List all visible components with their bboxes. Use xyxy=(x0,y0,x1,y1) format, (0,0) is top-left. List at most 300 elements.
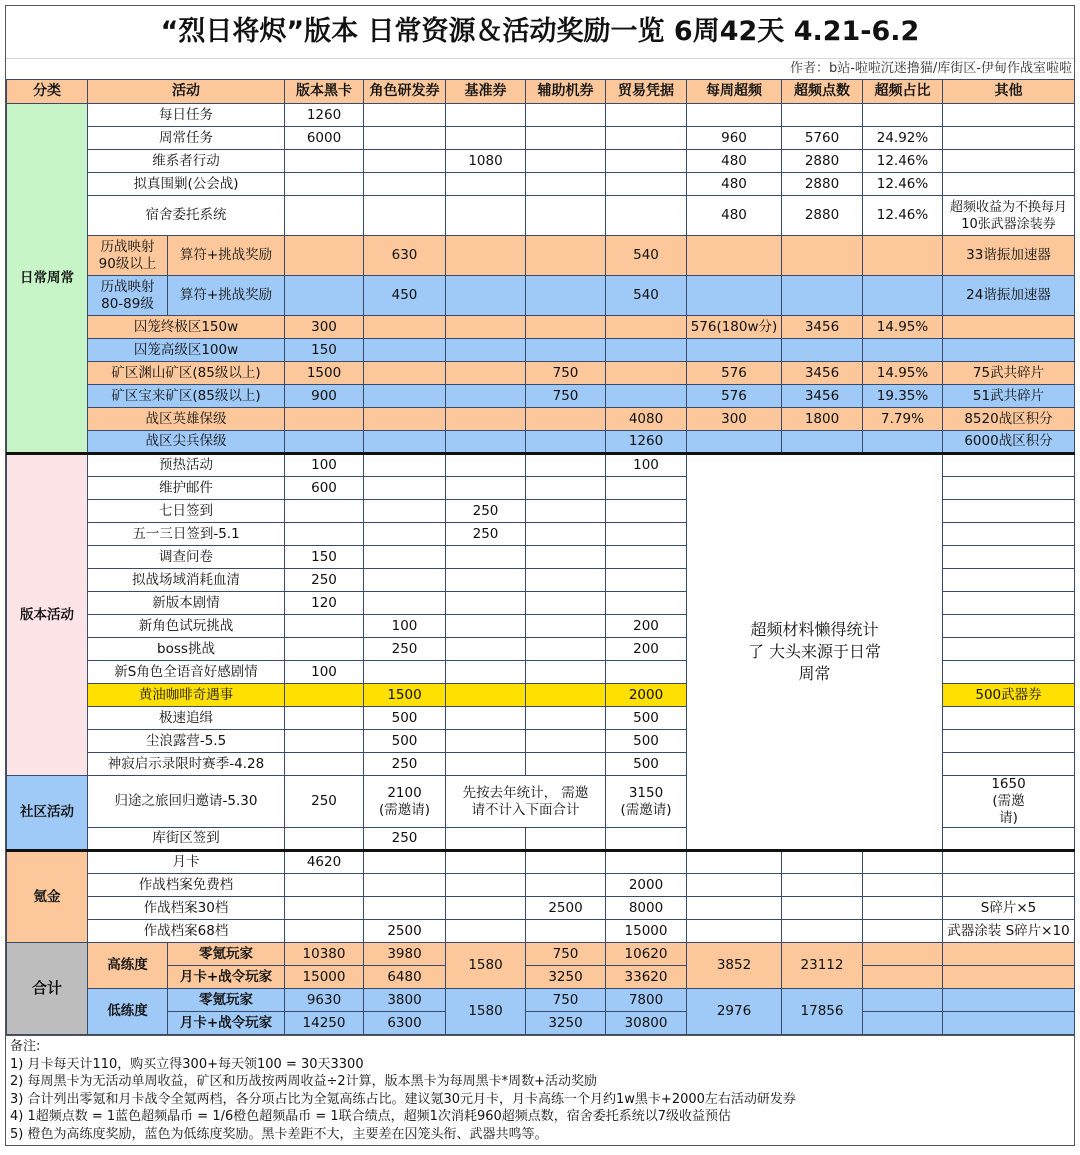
col-header-weekly-oc: 每周超频 xyxy=(687,80,782,104)
value-cell: 10620 xyxy=(606,943,687,966)
value-cell: 1580 xyxy=(446,989,526,1035)
value-cell xyxy=(285,173,364,196)
note-cell: 超频收益为不换每月10张武器涂装券 xyxy=(943,196,1075,236)
value-cell: 300 xyxy=(687,408,782,431)
value-cell: 540 xyxy=(606,236,687,276)
value-cell xyxy=(526,592,606,615)
merged-note-cell: 先按去年统计， 需邀请不计入下面合计 xyxy=(446,776,606,828)
value-cell xyxy=(285,276,364,316)
value-cell xyxy=(687,431,782,454)
value-cell: 4080 xyxy=(606,408,687,431)
value-cell xyxy=(285,730,364,753)
value-cell xyxy=(364,408,446,431)
value-cell: 150 xyxy=(285,546,364,569)
value-cell xyxy=(446,828,526,851)
activity-cell: 作战档案30档 xyxy=(88,897,285,920)
activity-cell: 新版本剧情 xyxy=(88,592,285,615)
value-cell xyxy=(285,196,364,236)
table-row xyxy=(7,874,1075,897)
value-cell xyxy=(285,874,364,897)
table-row xyxy=(7,276,1075,316)
col-header-trade: 贸易凭据 xyxy=(606,80,687,104)
value-cell xyxy=(606,851,687,874)
value-cell xyxy=(446,276,526,316)
value-cell: 5760 xyxy=(782,127,863,150)
value-cell: 12.46% xyxy=(863,173,943,196)
value-cell: 100 xyxy=(606,454,687,477)
empty-cell xyxy=(782,897,863,920)
value-cell xyxy=(606,523,687,546)
value-cell xyxy=(526,477,606,500)
value-cell xyxy=(863,339,943,362)
value-cell xyxy=(364,173,446,196)
value-cell xyxy=(606,150,687,173)
value-cell: 900 xyxy=(285,385,364,408)
activity-cell: 作战档案免费档 xyxy=(88,874,285,897)
value-cell: 2880 xyxy=(782,150,863,173)
notes-section xyxy=(6,1035,1074,1145)
value-cell xyxy=(687,276,782,316)
value-cell: 576 xyxy=(687,362,782,385)
empty-cell xyxy=(687,874,782,897)
value-cell: 1500 xyxy=(364,684,446,707)
value-cell xyxy=(526,500,606,523)
value-cell xyxy=(606,339,687,362)
table-row xyxy=(7,408,1075,431)
value-cell: 600 xyxy=(285,477,364,500)
value-cell: 500武器券 xyxy=(943,684,1075,707)
value-cell: 8520战区积分 xyxy=(943,408,1075,431)
value-cell: 150 xyxy=(285,339,364,362)
col-header-category: 分类 xyxy=(7,80,88,104)
value-cell xyxy=(364,874,446,897)
value-cell xyxy=(943,730,1075,753)
value-cell: 4620 xyxy=(285,851,364,874)
table-row xyxy=(7,897,1075,920)
col-header-base-ticket: 基准券 xyxy=(446,80,526,104)
activity-cell: 矿区渊山矿区(85级以上) xyxy=(88,362,285,385)
value-cell: 1580 xyxy=(446,943,526,989)
value-cell xyxy=(606,196,687,236)
value-cell xyxy=(446,362,526,385)
value-cell xyxy=(446,236,526,276)
activity-cell: 尘浪露营-5.5 xyxy=(88,730,285,753)
value-cell xyxy=(364,196,446,236)
value-cell xyxy=(364,316,446,339)
note-item: 3) 合计列出零氪和月卡战令全氪两档，各分项占比为全氪高练占比。建议氪30元月卡，月卡高练一个月约1w黑卡+2000左右活动研发券 xyxy=(10,1091,796,1107)
value-cell xyxy=(364,851,446,874)
value-cell: 75武共碎片 xyxy=(943,362,1075,385)
value-cell: 750 xyxy=(526,385,606,408)
value-cell: 12.46% xyxy=(863,150,943,173)
value-cell xyxy=(446,661,526,684)
empty-cell xyxy=(943,989,1075,1012)
category-pay: 氪金 xyxy=(7,851,88,943)
value-cell xyxy=(285,828,364,851)
value-cell xyxy=(446,196,526,236)
value-cell xyxy=(526,236,606,276)
value-cell xyxy=(863,104,943,127)
header-row xyxy=(7,80,1075,104)
value-cell: 14.95% xyxy=(863,316,943,339)
value-cell: 1260 xyxy=(285,104,364,127)
col-header-black-card: 版本黑卡 xyxy=(285,80,364,104)
resource-table xyxy=(6,79,1075,1035)
value-cell: 300 xyxy=(285,316,364,339)
value-cell: 2000 xyxy=(606,684,687,707)
value-cell: 3456 xyxy=(782,385,863,408)
value-cell: 武器涂装 S碎片×10 xyxy=(943,920,1075,943)
value-cell: 15000 xyxy=(606,920,687,943)
value-cell xyxy=(606,173,687,196)
value-cell: 450 xyxy=(364,276,446,316)
value-cell xyxy=(526,339,606,362)
total-player-label: 零氪玩家 xyxy=(168,943,285,966)
value-cell xyxy=(364,150,446,173)
value-cell: 3980 xyxy=(364,943,446,966)
activity-cell: 极速追缉 xyxy=(88,707,285,730)
activity-cell: 作战档案68档 xyxy=(88,920,285,943)
value-cell xyxy=(526,431,606,454)
value-cell xyxy=(526,828,606,851)
value-cell xyxy=(364,385,446,408)
value-cell: 500 xyxy=(606,753,687,776)
value-cell: 1260 xyxy=(606,431,687,454)
value-cell xyxy=(606,500,687,523)
activity-cell: 周常任务 xyxy=(88,127,285,150)
total-player-label: 月卡+战令玩家 xyxy=(168,966,285,989)
value-cell xyxy=(606,316,687,339)
value-cell xyxy=(863,431,943,454)
activity-cell: 战区英雄保级 xyxy=(88,408,285,431)
table-row xyxy=(7,127,1075,150)
table-row xyxy=(7,431,1075,454)
table-row xyxy=(7,454,1075,477)
page-title: “烈日将烬”版本 日常资源＆活动奖励一览 6周42天 4.21-6.2 xyxy=(6,6,1074,59)
value-cell xyxy=(606,477,687,500)
value-cell: 250 xyxy=(364,753,446,776)
category-total: 合计 xyxy=(7,943,88,1035)
value-cell xyxy=(943,753,1075,776)
empty-cell xyxy=(782,920,863,943)
value-cell: 14250 xyxy=(285,1012,364,1035)
value-cell xyxy=(943,615,1075,638)
value-cell: 500 xyxy=(364,707,446,730)
empty-cell xyxy=(863,1012,943,1035)
note-item: 4) 1超频点数 = 1蓝色超频晶币 = 1/6橙色超频晶币 = 1联合绩点，超频1次消耗960超频点数，宿舍委托系统以7级收益预估 xyxy=(10,1109,732,1124)
value-cell xyxy=(285,408,364,431)
value-cell xyxy=(943,523,1075,546)
value-cell xyxy=(285,753,364,776)
activity-cell: 矿区宝来矿区(85级以上) xyxy=(88,385,285,408)
value-cell: 3150 (需邀请) xyxy=(606,776,687,828)
value-cell xyxy=(943,173,1075,196)
value-cell xyxy=(446,753,526,776)
value-cell: 750 xyxy=(526,989,606,1012)
col-header-oc-ratio: 超频占比 xyxy=(863,80,943,104)
value-cell: 750 xyxy=(526,943,606,966)
empty-cell xyxy=(863,851,943,874)
table-row xyxy=(7,173,1075,196)
value-cell xyxy=(943,454,1075,477)
value-cell xyxy=(526,546,606,569)
empty-cell xyxy=(687,897,782,920)
value-cell xyxy=(446,431,526,454)
value-cell xyxy=(446,385,526,408)
value-cell: 200 xyxy=(606,638,687,661)
value-cell xyxy=(526,851,606,874)
value-cell xyxy=(364,362,446,385)
value-cell xyxy=(687,104,782,127)
empty-cell xyxy=(863,874,943,897)
value-cell xyxy=(526,661,606,684)
value-cell xyxy=(285,431,364,454)
value-cell: 500 xyxy=(364,730,446,753)
value-cell xyxy=(285,500,364,523)
value-cell xyxy=(782,276,863,316)
oc-note-merged: 超频材料懒得统计了 大头来源于日常周常 xyxy=(687,454,943,851)
value-cell xyxy=(606,104,687,127)
value-cell: 1800 xyxy=(782,408,863,431)
value-cell xyxy=(446,707,526,730)
value-cell: 480 xyxy=(687,150,782,173)
total-row xyxy=(7,989,1075,1012)
value-cell: 3456 xyxy=(782,362,863,385)
value-cell: 750 xyxy=(526,362,606,385)
value-cell xyxy=(364,431,446,454)
value-cell xyxy=(526,150,606,173)
table-row xyxy=(7,104,1075,127)
value-cell xyxy=(943,477,1075,500)
total-player-label: 月卡+战令玩家 xyxy=(168,1012,285,1035)
value-cell xyxy=(285,236,364,276)
value-cell xyxy=(943,661,1075,684)
value-cell: 6000战区积分 xyxy=(943,431,1075,454)
value-cell: 250 xyxy=(364,828,446,851)
value-cell xyxy=(364,569,446,592)
value-cell xyxy=(943,104,1075,127)
value-cell xyxy=(943,707,1075,730)
value-cell xyxy=(446,127,526,150)
value-cell xyxy=(943,500,1075,523)
value-cell xyxy=(526,920,606,943)
col-header-activity: 活动 xyxy=(88,80,285,104)
value-cell: 33谐振加速器 xyxy=(943,236,1075,276)
value-cell: 100 xyxy=(285,661,364,684)
value-cell xyxy=(943,127,1075,150)
spreadsheet xyxy=(5,5,1075,1146)
col-header-dev-ticket: 角色研发券 xyxy=(364,80,446,104)
value-cell xyxy=(526,569,606,592)
value-cell xyxy=(446,546,526,569)
activity-cell: 神寂启示录限时赛季-4.28 xyxy=(88,753,285,776)
category-event: 版本活动 xyxy=(7,454,88,776)
activity-cell: 拟战场域消耗血清 xyxy=(88,569,285,592)
value-cell: 6000 xyxy=(285,127,364,150)
empty-cell xyxy=(863,966,943,989)
activity-cell: 维护邮件 xyxy=(88,477,285,500)
value-cell: 3800 xyxy=(364,989,446,1012)
value-cell xyxy=(526,707,606,730)
value-cell xyxy=(526,408,606,431)
value-cell xyxy=(526,730,606,753)
table-row xyxy=(7,851,1075,874)
total-row xyxy=(7,943,1075,966)
activity-cell: 七日签到 xyxy=(88,500,285,523)
value-cell xyxy=(943,828,1075,851)
value-cell: 120 xyxy=(285,592,364,615)
value-cell xyxy=(943,150,1075,173)
value-cell: 200 xyxy=(606,615,687,638)
value-cell xyxy=(526,127,606,150)
value-cell xyxy=(526,104,606,127)
value-cell xyxy=(606,362,687,385)
activity-cell: 黄油咖啡奇遇事 xyxy=(88,684,285,707)
value-cell xyxy=(526,454,606,477)
value-cell xyxy=(285,523,364,546)
value-cell xyxy=(285,897,364,920)
value-cell: 100 xyxy=(285,454,364,477)
table-row xyxy=(7,196,1075,236)
value-cell: 2500 xyxy=(526,897,606,920)
empty-cell xyxy=(782,874,863,897)
table-row xyxy=(7,385,1075,408)
value-cell xyxy=(364,477,446,500)
total-row xyxy=(7,1012,1075,1035)
value-cell xyxy=(526,684,606,707)
value-cell xyxy=(526,523,606,546)
activity-cell: 拟真围剿(公会战) xyxy=(88,173,285,196)
note-item: 2) 每周黑卡为无活动单周收益，矿区和历战按两周收益÷2计算，版本黑卡为每周黑卡*周数+活动奖励 xyxy=(10,1074,598,1089)
value-cell: S碎片×5 xyxy=(943,897,1075,920)
value-cell: 2000 xyxy=(606,874,687,897)
activity-cell: 新S角色全语音好感剧情 xyxy=(88,661,285,684)
value-cell: 2880 xyxy=(782,173,863,196)
value-cell: 19.35% xyxy=(863,385,943,408)
value-cell xyxy=(943,339,1075,362)
value-cell: 100 xyxy=(364,615,446,638)
value-cell: 576(180w分) xyxy=(687,316,782,339)
activity-cell: 宿舍委托系统 xyxy=(88,196,285,236)
value-cell xyxy=(446,920,526,943)
value-cell xyxy=(446,684,526,707)
value-cell xyxy=(446,408,526,431)
value-cell xyxy=(526,753,606,776)
value-cell xyxy=(863,236,943,276)
activity-cell: 五一三日签到-5.1 xyxy=(88,523,285,546)
empty-cell xyxy=(687,920,782,943)
value-cell: 250 xyxy=(285,776,364,828)
author-credit: 作者：b站-啦啦沉迷撸猫/库街区-伊甸作战室啦啦 xyxy=(789,61,1072,76)
value-cell: 17856 xyxy=(782,989,863,1035)
value-cell: 9630 xyxy=(285,989,364,1012)
total-player-label: 零氪玩家 xyxy=(168,989,285,1012)
value-cell: 960 xyxy=(687,127,782,150)
value-cell: 10380 xyxy=(285,943,364,966)
value-cell xyxy=(782,431,863,454)
activity-cell: 囚笼终极区150w xyxy=(88,316,285,339)
empty-cell xyxy=(782,851,863,874)
value-cell xyxy=(446,104,526,127)
value-cell xyxy=(446,730,526,753)
activity-cell: 战区尖兵保级 xyxy=(88,431,285,454)
value-cell: 480 xyxy=(687,196,782,236)
value-cell xyxy=(285,615,364,638)
value-cell xyxy=(364,127,446,150)
value-cell xyxy=(364,897,446,920)
col-header-oc-points: 超频点数 xyxy=(782,80,863,104)
value-cell xyxy=(446,615,526,638)
value-cell xyxy=(606,127,687,150)
value-cell: 1650 (需邀请) xyxy=(943,776,1075,828)
value-cell xyxy=(943,546,1075,569)
empty-cell xyxy=(863,920,943,943)
value-cell xyxy=(364,592,446,615)
value-cell: 6300 xyxy=(364,1012,446,1035)
value-cell: 12.46% xyxy=(863,196,943,236)
value-cell: 480 xyxy=(687,173,782,196)
notes-heading: 备注: xyxy=(10,1039,41,1054)
table-row xyxy=(7,362,1075,385)
value-cell xyxy=(782,236,863,276)
value-cell xyxy=(782,104,863,127)
activity-cell: 囚笼高级区100w xyxy=(88,339,285,362)
value-cell: 3250 xyxy=(526,966,606,989)
empty-cell xyxy=(863,943,943,966)
value-cell: 23112 xyxy=(782,943,863,989)
activity-cell: 库街区签到 xyxy=(88,828,285,851)
value-cell: 3250 xyxy=(526,1012,606,1035)
value-cell: 15000 xyxy=(285,966,364,989)
value-cell xyxy=(943,851,1075,874)
activity-cell: 预热活动 xyxy=(88,454,285,477)
value-cell xyxy=(446,339,526,362)
value-cell xyxy=(526,196,606,236)
value-cell xyxy=(526,615,606,638)
value-cell: 24.92% xyxy=(863,127,943,150)
value-cell: 8000 xyxy=(606,897,687,920)
value-cell: 1080 xyxy=(446,150,526,173)
total-tier-label: 低练度 xyxy=(88,989,168,1035)
value-cell: 500 xyxy=(606,730,687,753)
value-cell xyxy=(446,173,526,196)
total-tier-label: 高练度 xyxy=(88,943,168,989)
value-cell xyxy=(687,339,782,362)
value-cell: 1500 xyxy=(285,362,364,385)
value-cell xyxy=(606,546,687,569)
value-cell xyxy=(364,546,446,569)
value-cell: 24谐振加速器 xyxy=(943,276,1075,316)
value-cell xyxy=(943,874,1075,897)
table-row xyxy=(7,920,1075,943)
note-item: 1) 月卡每天计110，购买立得300+每天领100 = 30天3300 xyxy=(10,1056,364,1072)
value-cell xyxy=(526,173,606,196)
value-cell xyxy=(943,569,1075,592)
value-cell: 7.79% xyxy=(863,408,943,431)
value-cell: 540 xyxy=(606,276,687,316)
value-cell: 30800 xyxy=(606,1012,687,1035)
col-header-assist-ticket: 辅助机券 xyxy=(526,80,606,104)
activity-cell: 调查问卷 xyxy=(88,546,285,569)
value-cell xyxy=(606,661,687,684)
value-cell xyxy=(364,500,446,523)
value-cell xyxy=(446,638,526,661)
value-cell xyxy=(285,684,364,707)
value-cell: 51武共碎片 xyxy=(943,385,1075,408)
table-row xyxy=(7,236,1075,276)
activity-sub-cell: 算符+挑战奖励 xyxy=(168,276,285,316)
activity-cell: 历战映射 90级以上 xyxy=(88,236,168,276)
